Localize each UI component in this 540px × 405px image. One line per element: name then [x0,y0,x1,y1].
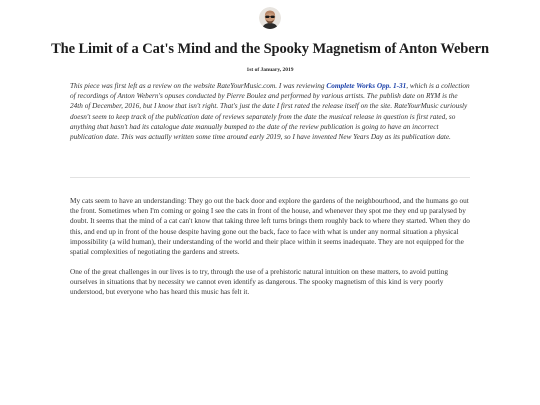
body-paragraph-1: My cats seem to have an understanding: They go out the back door and explore the gardens of the neighbourhood, and the humans go out the front. Sometimes when I'm coming or going I see the cats in front of the house, and whenever they spot me they end up paralysed by doubt. It seems that the mind of a cat can't know that taking three left turns brings them roughly back to where they started. When they do this, and end up in front of the house despite having gone out the back, face to face with what is under any normal situation a physical impossibility (a wild human), their understanding of the world and their place within it seems inadequate. They are not equipped for the spatial complexities of negotiating the gardens and streets. [70,197,470,257]
intro-text-start: This piece was first left as a review on the website RateYourMusic.com. I was reviewing [70,82,327,90]
page-title: The Limit of a Cat's Mind and the Spooky Magnetism of Anton Webern [51,41,489,57]
intro-note [70,81,471,142]
body-paragraph-2: One of the great challenges in our lives is to try, through the use of a prehistoric natural intuition on these matters, to avoid putting ourselves in situations that by necessity we cannot even identify as dangerous. The spooky magnetism of this kind is very poorly understood, but everyone who has heard this music has felt it. [70,268,449,297]
intro-text-end: , which is a collection of recordings of Anton Webern's opuses conducted by Pierre Boulez and performed by various artists. The publish date on RYM is the 24th of December, 2016, but I know that isn't right. That's just the date I first rated the release itself on the site. RateYourMusic curiously doesn't seem to keep track of the publication date of reviews separately from the date the musical release in question is first rated, so anything that hasn't had its catalogue date manually bumped to the date of the review publication is going to have an incorrect publication date. This was actually written some time around early 2019, so I have invented New Years Day as its publication date. [70,82,470,142]
author-avatar-icon [259,7,281,29]
author-avatar[interactable] [259,7,281,29]
release-link[interactable]: Complete Works Opp. 1-31 [326,82,407,90]
section-divider [70,177,470,178]
publish-date: 1st of January, 2019 [246,67,294,73]
